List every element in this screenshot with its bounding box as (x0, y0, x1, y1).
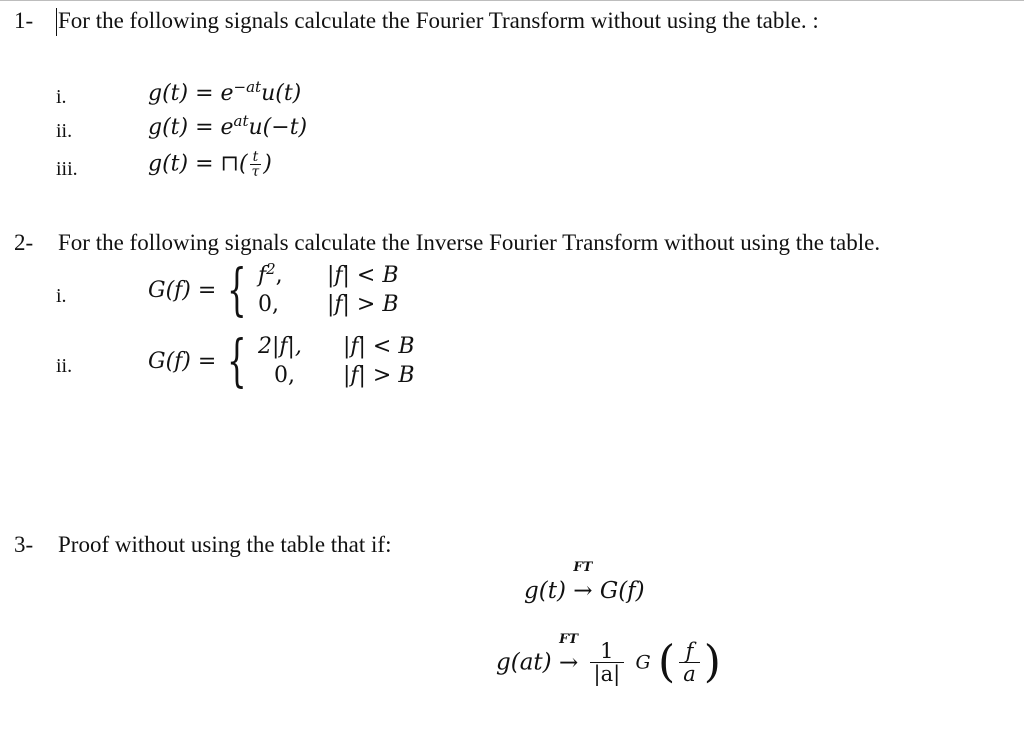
q3-eq2-function: G (635, 651, 651, 674)
q1-item-3-denominator: τ (251, 164, 260, 180)
question-2-statement: For the following signals calculate the Inverse Fourier Transform without using the table. (58, 230, 881, 255)
q2-item-2-case-2-condition: |f| > B (342, 362, 415, 388)
top-rule (0, 0, 1024, 1)
q1-item-2-equation (148, 111, 308, 140)
q3-eq2-arg-numerator: f (679, 640, 700, 663)
q2-item-1-case-1-separator: , (275, 263, 283, 288)
q2-item-1-cases (257, 259, 399, 319)
q3-eq2-arrow-label: FT (559, 631, 579, 647)
q2-item-1-case-2 (258, 291, 399, 320)
q3-eq2-lhs: g(at) (496, 649, 552, 676)
q2-item-2-case-1 (258, 333, 415, 362)
q3-eq1-arrow-symbol: → (573, 578, 593, 604)
q1-item-3-label: iii. (56, 158, 78, 180)
q3-eq1-rhs: G(f) (599, 578, 645, 604)
q3-eq2-scale-numerator: 1 (590, 640, 625, 663)
q1-item-2-exponent: at (233, 111, 249, 130)
q2-item-2-lhs: G(f) = (148, 349, 217, 375)
q3-eq2-arrow-symbol: → (558, 649, 579, 676)
q2-item-2-label: ii. (56, 355, 73, 377)
q1-item-1-equation (148, 77, 302, 106)
q3-eq2-arg-fraction (679, 640, 700, 685)
question-3-number: 3- (14, 532, 34, 557)
q1-item-3-close: ) (263, 151, 272, 177)
q2-item-2-equation (148, 328, 415, 394)
q1-item-1-rhs: u(t) (261, 81, 302, 106)
q3-equation-2 (496, 631, 721, 688)
q1-item-2-label: ii. (56, 120, 73, 142)
q2-item-2-cases (258, 333, 415, 390)
q2-item-1-lhs: G(f) = (148, 278, 217, 304)
q3-eq2-arg-denominator: a (683, 662, 696, 687)
q2-item-2-case-1-value: 2|f|, (257, 334, 302, 359)
q2-item-1-case-1-condition: |f| < B (326, 263, 399, 288)
q2-item-1-brace: { (227, 257, 247, 323)
question-2-number: 2- (14, 230, 34, 255)
q3-eq2-close-paren: ) (703, 636, 721, 688)
q3-eq2-scale-fraction (590, 640, 625, 685)
q3-eq2-arrow (558, 631, 579, 676)
q2-item-2-case-2-value: 0, (273, 362, 295, 388)
q1-item-3-equation (148, 150, 272, 179)
q1-item-3-numerator: t (250, 150, 262, 165)
text-cursor (56, 8, 57, 36)
q2-item-2-case-1-condition: |f| < B (342, 334, 415, 359)
q1-item-3-lhs: g(t) = ⊓( (148, 151, 248, 177)
q1-item-1-label: i. (56, 86, 67, 108)
q1-item-1-exponent: −at (233, 77, 262, 96)
q2-item-1-case-2-condition: |f| > B (326, 291, 399, 317)
q3-eq1-lhs: g(t) (524, 578, 566, 604)
q2-item-1-case-1 (257, 259, 399, 291)
q3-eq1-arrow-label: FT (573, 560, 593, 575)
q3-eq2-scale-denominator: |a| (593, 662, 621, 687)
question-3-statement: Proof without using the table that if: (58, 532, 392, 557)
q2-item-1-label: i. (56, 285, 67, 307)
q2-item-1-case-1-exponent: 2 (266, 259, 276, 278)
q1-item-1-lhs: g(t) = e (148, 81, 234, 106)
q1-item-2-lhs: g(t) = e (148, 115, 234, 140)
q1-item-2-rhs: u(−t) (248, 115, 308, 140)
q3-eq1-arrow (573, 560, 593, 604)
q1-item-3-fraction (250, 150, 262, 179)
question-1-number: 1- (14, 8, 34, 33)
q2-item-1-case-1-value: f (257, 263, 267, 288)
question-1-statement: For the following signals calculate the Fourier Transform without using the table. : (58, 8, 819, 33)
q2-item-2-brace: { (227, 328, 247, 394)
q3-equation-1 (524, 560, 645, 604)
q2-item-1-equation (148, 257, 399, 323)
q2-item-2-case-2 (258, 362, 415, 391)
q3-eq2-open-paren: ( (658, 636, 676, 688)
q2-item-1-case-2-value: 0, (257, 291, 279, 317)
